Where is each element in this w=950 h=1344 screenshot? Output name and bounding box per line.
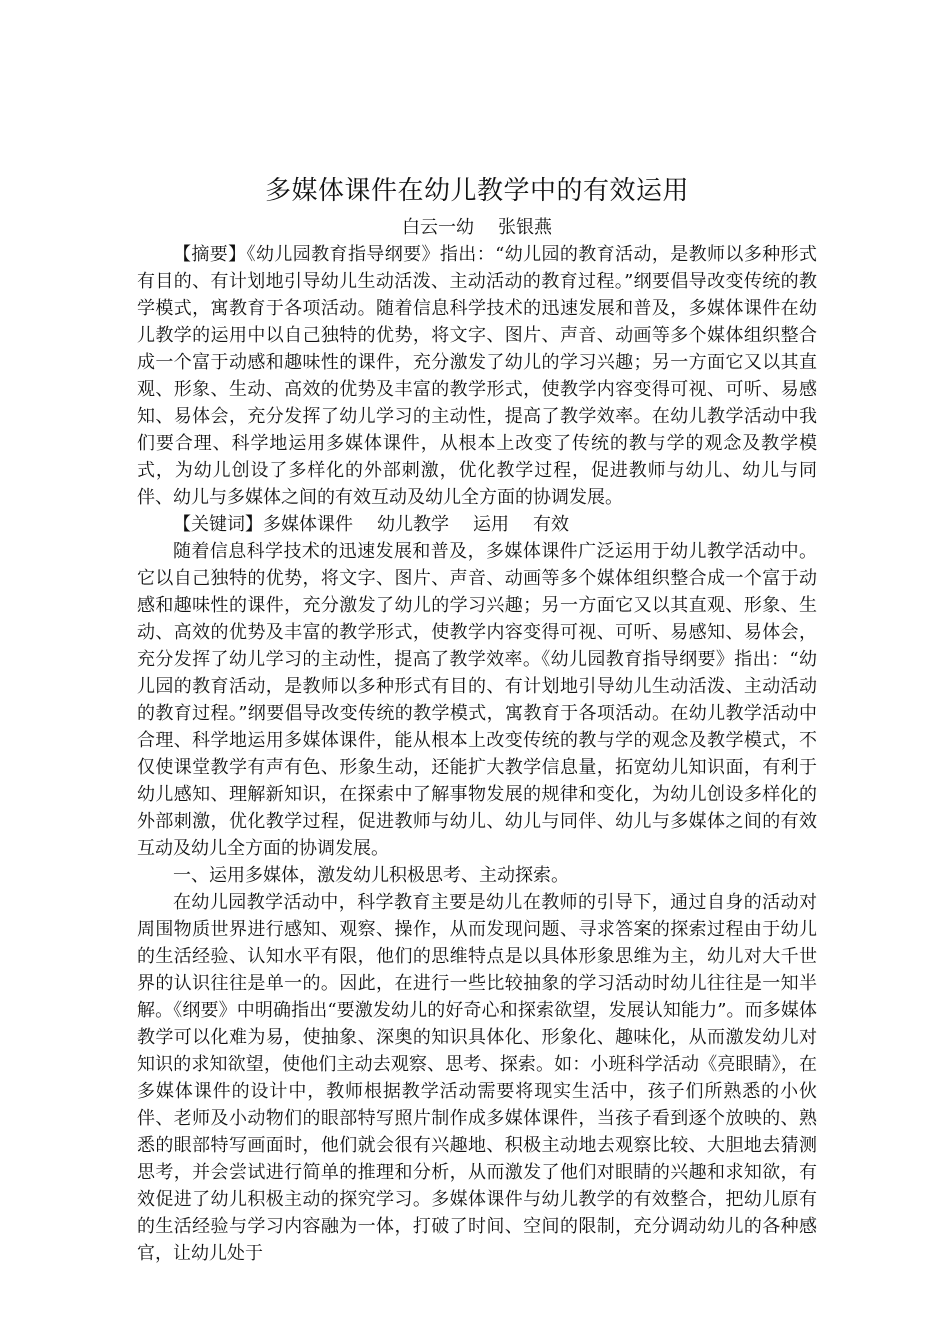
document-title: 多媒体课件在幼儿教学中的有效运用 xyxy=(264,176,689,206)
section-heading: 一、运用多媒体，激发幼儿积极思考、主动探索。 xyxy=(173,865,569,886)
body-paragraph-section-1: 在幼儿园教学活动中，科学教育主要是幼儿在教师的引导下，通过自身的活动对周围物质世界进行感知、观察、操作，从而发现问题、寻求答案的探索过程由于幼儿的生活经验、认知水平有限，他们的思维特点是以具体形象思维为主，幼儿对大千世界的认识往往是单一的。因此，在进行一些比较抽象的学习活动时幼儿往往是一知半解。《纲要》中明确指出“要激发幼儿的好奇心和探索欲望，发展认知能力”。而多媒体教学可以化难为易，使抽象、深奥的知识具体化、形象化、趣味化，从而激发幼儿对知识的求知欲望，使他们主动去观察、思考、探索。如：小班科学活动《亮眼睛》，在多媒体课件的设计中，教师根据教学活动需要将现实生活中，孩子们所熟悉的小伙伴、老师及小动物们的眼部特写照片制作成多媒体课件，当孩子看到逐个放映的、熟悉的眼部特写画面时，他们就会很有兴趣地、积极主动地去观察比较、大胆地去猜测思考，并会尝试进行简单的推理和分析，从而激发了他们对眼睛的兴趣和求知欲，有效促进了幼儿积极主动的探究学习。多媒体课件与幼儿教学的有效整合，把幼儿原有的生活经验与学习内容融为一体，打破了时间、空间的限制，充分调动幼儿的各种感官，让幼儿处于 xyxy=(137,892,817,1264)
keyword-item: 有效 xyxy=(533,514,569,535)
abstract-label: 【摘要】 xyxy=(173,244,247,265)
abstract-paragraph xyxy=(137,241,817,511)
keyword-item: 运用 xyxy=(473,514,509,535)
document-content xyxy=(137,172,817,1267)
author-affiliation: 白云一幼 xyxy=(402,217,474,238)
keywords-paragraph xyxy=(137,511,817,538)
keyword-item: 多媒体课件 xyxy=(263,514,353,535)
body-paragraph-intro: 随着信息科学技术的迅速发展和普及，多媒体课件广泛运用于幼儿教学活动中。它以自己独特的优势，将文字、图片、声音、动画等多个媒体组织整合成一个富于动感和趣味性的课件，充分激发了幼儿的学习兴趣；另一方面它又以其直观、形象、生动、高效的优势及丰富的教学形式，使教学内容变得可视、可听、易感知、易体会，充分发挥了幼儿学习的主动性，提高了教学效率。《幼儿园教育指导纲要》指出：“幼儿园的教育活动，是教师以多种形式有目的、有计划地引导幼儿生动活泼、主动活动的教育过程。”纲要倡导改变传统的教学模式，寓教育于各项活动。在幼儿教学活动中合理、科学地运用多媒体课件，能从根本上改变传统的教与学的观念及教学模式，不仅使课堂教学有声有色、形象生动，还能扩大教学信息量，拓宽幼儿知识面，有利于幼儿感知、理解新知识，在探索中了解事物发展的规律和变化，为幼儿创设多样化的外部刺激，优化教学过程，促进教师与幼儿、幼儿与同伴、幼儿与多媒体之间的有效互动及幼儿全方面的协调发展。 xyxy=(137,541,817,859)
keyword-item: 幼儿教学 xyxy=(377,514,449,535)
abstract-text: 《幼儿园教育指导纲要》指出：“幼儿园的教育活动，是教师以多种形式有目的、有计划地引导幼儿生动活泼、主动活动的教育过程。”纲要倡导改变传统的教学模式，寓教育于各项活动。随着信息科学技术的迅速发展和普及，多媒体课件在幼儿教学的运用中以自己独特的优势，将文字、图片、声音、动画等多个媒体组织整合成一个富于动感和趣味性的课件，充分激发了幼儿的学习兴趣；另一方面它又以其直观、形象、生动、高效的优势及丰富的教学形式，使教学内容变得可视、可听、易感知、易体会，充分发挥了幼儿学习的主动性，提高了教学效率。在幼儿教学活动中我们要合理、科学地运用多媒体课件，从根本上改变了传统的教与学的观念及教学模式，为幼儿创设了多样化的外部刺激，优化教学过程，促进教师与幼儿、幼儿与同伴、幼儿与多媒体之间的有效互动及幼儿全方面的协调发展。 xyxy=(137,244,817,508)
author-line xyxy=(137,214,817,241)
author-name: 张银燕 xyxy=(498,217,552,238)
keywords-label: 【关键词】 xyxy=(173,514,263,535)
